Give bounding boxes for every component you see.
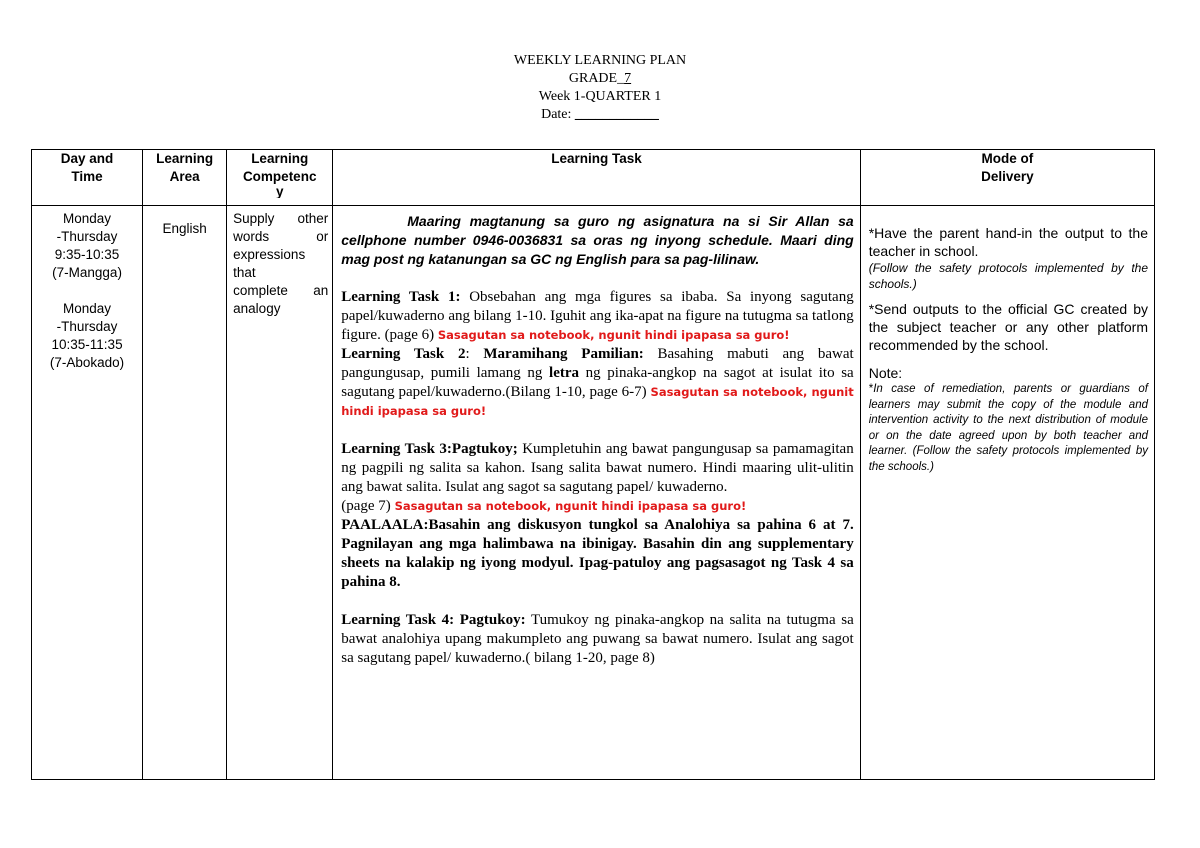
- plan-title: WEEKLY LEARNING PLAN: [513, 53, 687, 68]
- notebook-note: Sasagutan sa notebook, ngunit hindi ipapasa sa guro!: [341, 385, 854, 418]
- date-blank: ____________: [574, 107, 659, 122]
- learning-area-cell: English: [143, 206, 227, 780]
- note-text: *In case of remediation, parents or guardians of learners may submit the copy of the module and intervention activity to the next distribution of module or on the date agreed upon by both teacher and learner. (Follow the safety protocols implemented by the schools.): [868, 383, 1148, 473]
- mode-of-delivery-cell: [860, 206, 1154, 780]
- learning-task-1: Learning Task 1: Obsebahan ang mga figures sa ibaba. Sa inyong sagutang papel/kuwaderno ang bilang 1-10. Iguhit ang ika-apat na figure na tutugma sa tatlong figure. (page 6) Sasagutan sa notebook, ngunit hindi ipapasa sa guro!: [341, 289, 854, 343]
- col-mode-of-delivery: Mode of Delivery: [860, 150, 1154, 206]
- table-row: [32, 206, 1155, 780]
- date-line: [0, 106, 1200, 124]
- paalala-note: PAALAALA:Basahin ang diskusyon tungkol sa Analohiya sa pahina 6 at 7. Pagnilayan ang mga halimbawa na ibinigay. Basahin din ang supplementary sheets na kalakip ng iyong modyul. Ipag-patuloy ang pagsasagot ng Task 4 sa pahina 8.: [341, 517, 854, 590]
- grade-value: 7: [624, 71, 632, 86]
- document-header: [0, 52, 1200, 124]
- date-label: Date:: [541, 107, 575, 122]
- weekly-plan-table: [31, 149, 1155, 780]
- grade-line: [0, 70, 1200, 88]
- competency-cell: Supply other words or expressions that complete an analogy: [227, 206, 333, 780]
- notebook-note: Sasagutan sa notebook, ngunit hindi ipapasa sa guro!: [437, 328, 790, 342]
- col-learning-competency: Learning Competenc y: [227, 150, 333, 206]
- learning-task-cell: [333, 206, 860, 780]
- mode-option-2: *Send outputs to the official GC created by the subject teacher or any other platform recommended by the school.: [868, 301, 1148, 353]
- grade-prefix: GRADE_: [568, 71, 625, 86]
- mode-option-1: *Have the parent hand-in the output to the teacher in school.: [868, 225, 1148, 259]
- note-label: Note:: [868, 365, 903, 381]
- day-time-cell: Monday -Thursday 9:35-10:35 (7-Mangga) Monday -Thursday 10:35-11:35 (7-Abokado): [32, 206, 143, 780]
- col-learning-task: Learning Task: [333, 150, 860, 206]
- header-row: [32, 150, 1155, 206]
- learning-task-3-page: (page 7) Sasagutan sa notebook, ngunit hindi ipapasa sa guro!: [341, 498, 747, 514]
- task-intro: Maaring magtanung sa guro ng asignatura na si Sir Allan sa cellphone number 0946-0036831 sa oras ng inyong schedule. Maari ding mag post ng katanungan sa GC ng English para sa pag-lilinaw.: [341, 213, 854, 267]
- learning-task-3: Learning Task 3:Pagtukoy; Kumpletuhin ang bawat pangungusap sa pamamagitan ng pagpili ng salita sa kahon. Isang salita bawat numero. Hindi maaring ulit-ulitin ang bawat salita. Isulat ang sagot sa sagutang papel/ kuwaderno.: [341, 441, 854, 495]
- notebook-note: Sasagutan sa notebook, ngunit hindi ipapasa sa guro!: [394, 499, 747, 513]
- col-day-time: Day and Time: [32, 150, 143, 206]
- learning-task-4: Learning Task 4: Pagtukoy: Tumukoy ng pinaka-angkop na salita na tutugma sa bawat analohiya upang makumpleto ang puwang sa bawat numero. Isulat ang sagot sa sagutang papel/ kuwaderno.( bilang 1-20, page 8): [341, 612, 854, 666]
- col-learning-area: Learning Area: [143, 150, 227, 206]
- mode-option-1-note: (Follow the safety protocols implemented by the schools.): [868, 261, 1148, 291]
- week-line: Week 1-QUARTER 1: [538, 89, 662, 104]
- learning-task-2: Learning Task 2: Maramihang Pamilian: Basahing mabuti ang bawat pangungusap, pumili lamang ng letra ng pinaka-angkop na sagot at isulat ito sa sagutang papel/kuwaderno.(Bilang 1-10, page 6-7) Sasagutan sa notebook, ngunit hindi ipapasa sa guro!: [341, 346, 854, 418]
